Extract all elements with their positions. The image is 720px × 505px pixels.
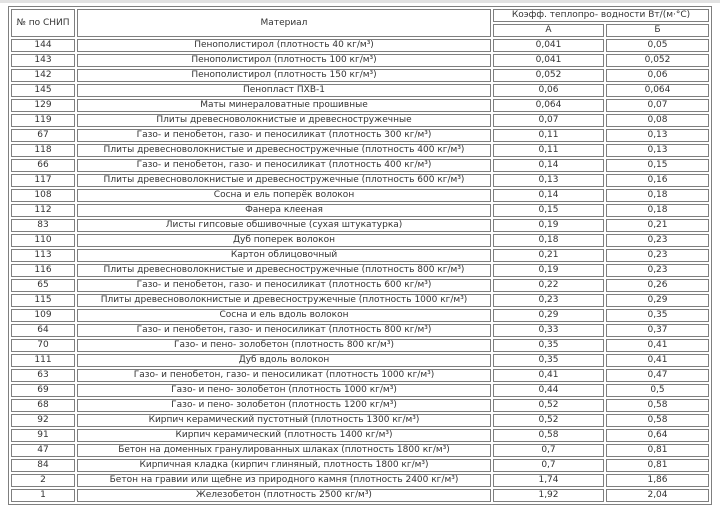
table-row: [11, 159, 709, 172]
material-cell: Плиты древесноволокнистые и древесностружечные (плотность 1000 кг/м³): [77, 294, 491, 307]
value-b-cell: 0,23: [606, 264, 709, 277]
material-header-cell: Материал: [77, 9, 491, 37]
table-row: [11, 339, 709, 352]
snip-cell: 109: [11, 309, 75, 322]
value-a-cell: 1,92: [493, 489, 604, 502]
material-cell: Газо- и пено- золобетон (плотность 800 кг/м³): [77, 339, 491, 352]
material-cell: Газо- и пенобетон, газо- и пеносиликат (плотность 600 кг/м³): [77, 279, 491, 292]
table-row: [11, 219, 709, 232]
material-cell: Газо- и пено- золобетон (плотность 1200 кг/м³): [77, 399, 491, 412]
table-row: [11, 144, 709, 157]
value-b-cell: 0,5: [606, 384, 709, 397]
snip-cell: 67: [11, 129, 75, 142]
material-cell: Фанера клееная: [77, 204, 491, 217]
value-a-cell: 0,19: [493, 264, 604, 277]
value-b-cell: 0,13: [606, 129, 709, 142]
value-a-cell: 0,11: [493, 144, 604, 157]
snip-cell: 91: [11, 429, 75, 442]
value-b-cell: 0,41: [606, 354, 709, 367]
table-row: [11, 489, 709, 502]
value-a-cell: 0,14: [493, 159, 604, 172]
table-row: [11, 399, 709, 412]
value-b-cell: 0,35: [606, 309, 709, 322]
value-b-cell: 0,18: [606, 189, 709, 202]
value-b-cell: 1,86: [606, 474, 709, 487]
value-a-cell: 0,11: [493, 129, 604, 142]
snip-cell: 65: [11, 279, 75, 292]
coeff-group-header-cell: Коэфф. теплопро- водности Вт/(м·°С): [493, 9, 709, 22]
value-a-cell: 0,13: [493, 174, 604, 187]
value-b-cell: 0,81: [606, 444, 709, 457]
material-cell: Пенополистирол (плотность 100 кг/м³): [77, 54, 491, 67]
value-a-cell: 0,7: [493, 444, 604, 457]
material-cell: Плиты древесноволокнистые и древесностружечные (плотность 600 кг/м³): [77, 174, 491, 187]
table-row: [11, 114, 709, 127]
value-b-cell: 0,16: [606, 174, 709, 187]
table-row: [11, 69, 709, 82]
value-b-cell: 0,052: [606, 54, 709, 67]
value-a-cell: 0,07: [493, 114, 604, 127]
material-cell: Пенополистирол (плотность 40 кг/м³): [77, 39, 491, 52]
table-row: [11, 84, 709, 97]
table-row: [11, 354, 709, 367]
value-a-cell: 0,18: [493, 234, 604, 247]
snip-cell: 117: [11, 174, 75, 187]
value-b-cell: 0,23: [606, 249, 709, 262]
value-a-cell: 1,74: [493, 474, 604, 487]
value-b-cell: 0,23: [606, 234, 709, 247]
value-b-cell: 0,29: [606, 294, 709, 307]
material-cell: Дуб поперек волокон: [77, 234, 491, 247]
material-cell: Кирпичная кладка (кирпич глиняный, плотность 1800 кг/м³): [77, 459, 491, 472]
value-a-cell: 0,06: [493, 84, 604, 97]
table-header: [11, 9, 709, 37]
value-b-cell: 0,81: [606, 459, 709, 472]
value-b-header-cell: Б: [606, 24, 709, 37]
value-a-cell: 0,35: [493, 339, 604, 352]
material-cell: Железобетон (плотность 2500 кг/м³): [77, 489, 491, 502]
value-a-cell: 0,14: [493, 189, 604, 202]
material-cell: Газо- и пенобетон, газо- и пеносиликат (плотность 300 кг/м³): [77, 129, 491, 142]
value-a-cell: 0,21: [493, 249, 604, 262]
material-cell: Пенопласт ПХВ-1: [77, 84, 491, 97]
snip-cell: 66: [11, 159, 75, 172]
table-row: [11, 39, 709, 52]
snip-cell: 115: [11, 294, 75, 307]
snip-cell: 84: [11, 459, 75, 472]
table-row: [11, 384, 709, 397]
snip-header-cell: № по СНИП: [11, 9, 75, 37]
value-b-cell: 0,21: [606, 219, 709, 232]
value-b-cell: 0,58: [606, 399, 709, 412]
snip-cell: 142: [11, 69, 75, 82]
value-a-cell: 0,29: [493, 309, 604, 322]
value-b-cell: 0,07: [606, 99, 709, 112]
thermal-conductivity-table: [8, 6, 712, 505]
value-a-cell: 0,19: [493, 219, 604, 232]
table-row: [11, 444, 709, 457]
value-b-cell: 0,41: [606, 339, 709, 352]
snip-cell: 1: [11, 489, 75, 502]
table-row: [11, 324, 709, 337]
snip-cell: 2: [11, 474, 75, 487]
material-cell: Картон облицовочный: [77, 249, 491, 262]
value-a-cell: 0,041: [493, 39, 604, 52]
table-row: [11, 174, 709, 187]
material-cell: Сосна и ель поперёк волокон: [77, 189, 491, 202]
value-b-cell: 0,08: [606, 114, 709, 127]
snip-cell: 70: [11, 339, 75, 352]
value-a-cell: 0,041: [493, 54, 604, 67]
table-row: [11, 204, 709, 217]
value-a-cell: 0,15: [493, 204, 604, 217]
value-b-cell: 0,37: [606, 324, 709, 337]
table-row: [11, 129, 709, 142]
value-b-cell: 0,58: [606, 414, 709, 427]
snip-cell: 145: [11, 84, 75, 97]
table-row: [11, 264, 709, 277]
value-a-cell: 0,58: [493, 429, 604, 442]
material-cell: Дуб вдоль волокон: [77, 354, 491, 367]
table-row: [11, 369, 709, 382]
material-cell: Маты минераловатные прошивные: [77, 99, 491, 112]
snip-cell: 64: [11, 324, 75, 337]
value-b-cell: 0,13: [606, 144, 709, 157]
snip-cell: 111: [11, 354, 75, 367]
value-a-cell: 0,41: [493, 369, 604, 382]
value-b-cell: 0,06: [606, 69, 709, 82]
snip-cell: 108: [11, 189, 75, 202]
material-cell: Газо- и пенобетон, газо- и пеносиликат (плотность 1000 кг/м³): [77, 369, 491, 382]
table-row: [11, 234, 709, 247]
snip-cell: 119: [11, 114, 75, 127]
value-b-cell: 0,18: [606, 204, 709, 217]
table-row: [11, 459, 709, 472]
value-a-cell: 0,052: [493, 69, 604, 82]
value-a-cell: 0,7: [493, 459, 604, 472]
snip-cell: 116: [11, 264, 75, 277]
table-body: [11, 39, 709, 502]
table-row: [11, 474, 709, 487]
table-row: [11, 54, 709, 67]
value-b-cell: 0,26: [606, 279, 709, 292]
snip-cell: 47: [11, 444, 75, 457]
table-row: [11, 189, 709, 202]
value-a-cell: 0,52: [493, 414, 604, 427]
screenshot-top-edge-strip: [0, 0, 720, 3]
value-a-cell: 0,33: [493, 324, 604, 337]
material-cell: Листы гипсовые обшивочные (сухая штукатурка): [77, 219, 491, 232]
table-row: [11, 429, 709, 442]
table-header-row-1: [11, 9, 709, 22]
snip-cell: 68: [11, 399, 75, 412]
material-cell: Бетон на доменных гранулированных шлаках (плотность 1800 кг/м³): [77, 444, 491, 457]
value-a-header-cell: А: [493, 24, 604, 37]
snip-cell: 69: [11, 384, 75, 397]
snip-cell: 92: [11, 414, 75, 427]
value-b-cell: 0,47: [606, 369, 709, 382]
value-a-cell: 0,23: [493, 294, 604, 307]
material-cell: Плиты древесноволокнистые и древесностружечные (плотность 800 кг/м³): [77, 264, 491, 277]
value-b-cell: 0,15: [606, 159, 709, 172]
material-cell: Кирпич керамический (плотность 1400 кг/м³): [77, 429, 491, 442]
snip-cell: 83: [11, 219, 75, 232]
value-a-cell: 0,52: [493, 399, 604, 412]
value-b-cell: 0,05: [606, 39, 709, 52]
material-cell: Газо- и пенобетон, газо- и пеносиликат (плотность 800 кг/м³): [77, 324, 491, 337]
value-a-cell: 0,35: [493, 354, 604, 367]
value-a-cell: 0,22: [493, 279, 604, 292]
snip-cell: 113: [11, 249, 75, 262]
value-b-cell: 0,064: [606, 84, 709, 97]
table-row: [11, 99, 709, 112]
value-b-cell: 2,04: [606, 489, 709, 502]
table-row: [11, 294, 709, 307]
snip-cell: 63: [11, 369, 75, 382]
material-cell: Сосна и ель вдоль волокон: [77, 309, 491, 322]
material-cell: Плиты древесноволокнистые и древесностружечные: [77, 114, 491, 127]
table-row: [11, 279, 709, 292]
value-a-cell: 0,44: [493, 384, 604, 397]
material-cell: Кирпич керамический пустотный (плотность 1300 кг/м³): [77, 414, 491, 427]
snip-cell: 143: [11, 54, 75, 67]
material-cell: Газо- и пенобетон, газо- и пеносиликат (плотность 400 кг/м³): [77, 159, 491, 172]
material-cell: Газо- и пено- золобетон (плотность 1000 кг/м³): [77, 384, 491, 397]
snip-cell: 118: [11, 144, 75, 157]
snip-cell: 110: [11, 234, 75, 247]
material-cell: Пенополистирол (плотность 150 кг/м³): [77, 69, 491, 82]
value-b-cell: 0,64: [606, 429, 709, 442]
material-cell: Бетон на гравии или щебне из природного камня (плотность 2400 кг/м³): [77, 474, 491, 487]
material-cell: Плиты древесноволокнистые и древесностружечные (плотность 400 кг/м³): [77, 144, 491, 157]
snip-cell: 112: [11, 204, 75, 217]
table-row: [11, 249, 709, 262]
value-a-cell: 0,064: [493, 99, 604, 112]
table-row: [11, 414, 709, 427]
snip-cell: 144: [11, 39, 75, 52]
snip-cell: 129: [11, 99, 75, 112]
table-row: [11, 309, 709, 322]
